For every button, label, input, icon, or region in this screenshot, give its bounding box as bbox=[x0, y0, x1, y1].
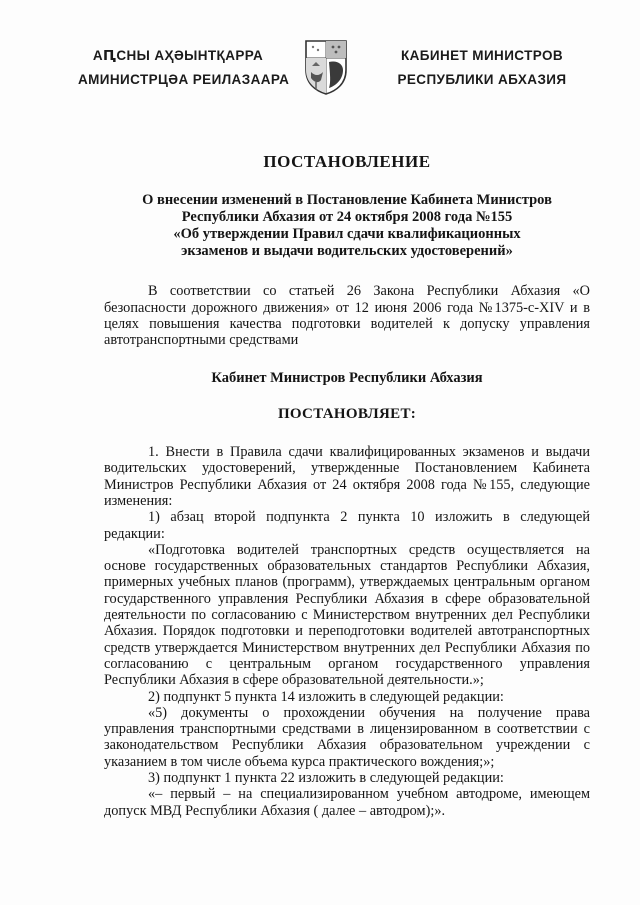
paragraph-item-1: 1. Внести в Правила сдачи квалифицированных экзаменов и выдачи водительских удостоверений, утвержденные Постановлением Кабинета Министров Республики Абхазия от 24 октября 2008 года №155, следующие изменения: bbox=[104, 444, 590, 509]
coat-of-arms-graphic bbox=[303, 38, 349, 96]
subject-line: «Об утверждении Правил сдачи квалификационных bbox=[173, 226, 521, 243]
subject-line: О внесении изменений в Постановление Кабинета Министров bbox=[142, 192, 552, 209]
coat-of-arms-icon bbox=[303, 38, 349, 96]
subject-line: экзаменов и выдачи водительских удостоверений» bbox=[181, 243, 513, 260]
paragraph-subitem-3: 3) подпункт 1 пункта 22 изложить в следующей редакции: bbox=[148, 770, 504, 787]
document-title: ПОСТАНОВЛЕНИЕ bbox=[263, 152, 431, 171]
paragraph-subitem-2: 2) подпункт 5 пункта 14 изложить в следующей редакции: bbox=[148, 688, 504, 705]
header-russian-name bbox=[382, 44, 582, 92]
paragraph-quote-3: «– первый – на специализированном учебном автодроме, имеющем допуск МВД Республики Абхазия ( далее – автодром);». bbox=[104, 786, 590, 819]
header-left-line-2: АМИНИСТРЦӘА РЕИЛАЗААРА bbox=[78, 72, 290, 87]
document-body bbox=[104, 150, 590, 819]
header-left-line-1: АԤСНЫ АҲӘЫНТҚАРРА bbox=[92, 48, 264, 63]
paragraph-quote-1: «Подготовка водителей транспортных средств осуществляется на основе государственных образовательных стандартов Республики Абхазия, примерных учебных планов (программ), утверждаемых центральным органом государственного управления Республики Абхазия в сфере образовательной деятельности по согласованию с Министерством внутренних дел Республики Абхазия. Порядок подготовки и переподготовки водителей автотранспортных средств утверждается Министерством внутренних дел Республики Абхазия по согласованию с центральным органом государственного управления Республики Абхазия в сфере образовательной деятельности.»; bbox=[104, 541, 590, 689]
resolves-heading: ПОСТАНОВЛЯЕТ: bbox=[277, 405, 417, 422]
header-abkhaz-name bbox=[78, 44, 290, 92]
subject-line: Республики Абхазия от 24 октября 2008 года №155 bbox=[181, 209, 513, 226]
header-right-line-1: КАБИНЕТ МИНИСТРОВ bbox=[400, 48, 564, 63]
header-right-line-2: РЕСПУБЛИКИ АБХАЗИЯ bbox=[397, 72, 567, 87]
document-subject bbox=[104, 192, 590, 260]
preamble-paragraph: В соответствии со статьей 26 Закона Республики Абхазия «О безопасности дорожного движения» от 12 июня 2006 года №1375-с-XIV и в целях повышения качества подготовки водителей к допуску управления автотранспортными средствами bbox=[104, 283, 590, 349]
paragraph-quote-2: «5) документы о прохождении обучения на получение права управления транспортными средствами в лицензированном в соответствии с законодательством Республики Абхазия образовательном учреждении с указанием в том числе объема курса практического вождения;»; bbox=[104, 704, 590, 770]
paragraph-subitem-1: 1) абзац второй подпункта 2 пункта 10 изложить в следующей редакции: bbox=[104, 509, 590, 542]
issuer-line: Кабинет Министров Республики Абхазия bbox=[211, 370, 483, 387]
